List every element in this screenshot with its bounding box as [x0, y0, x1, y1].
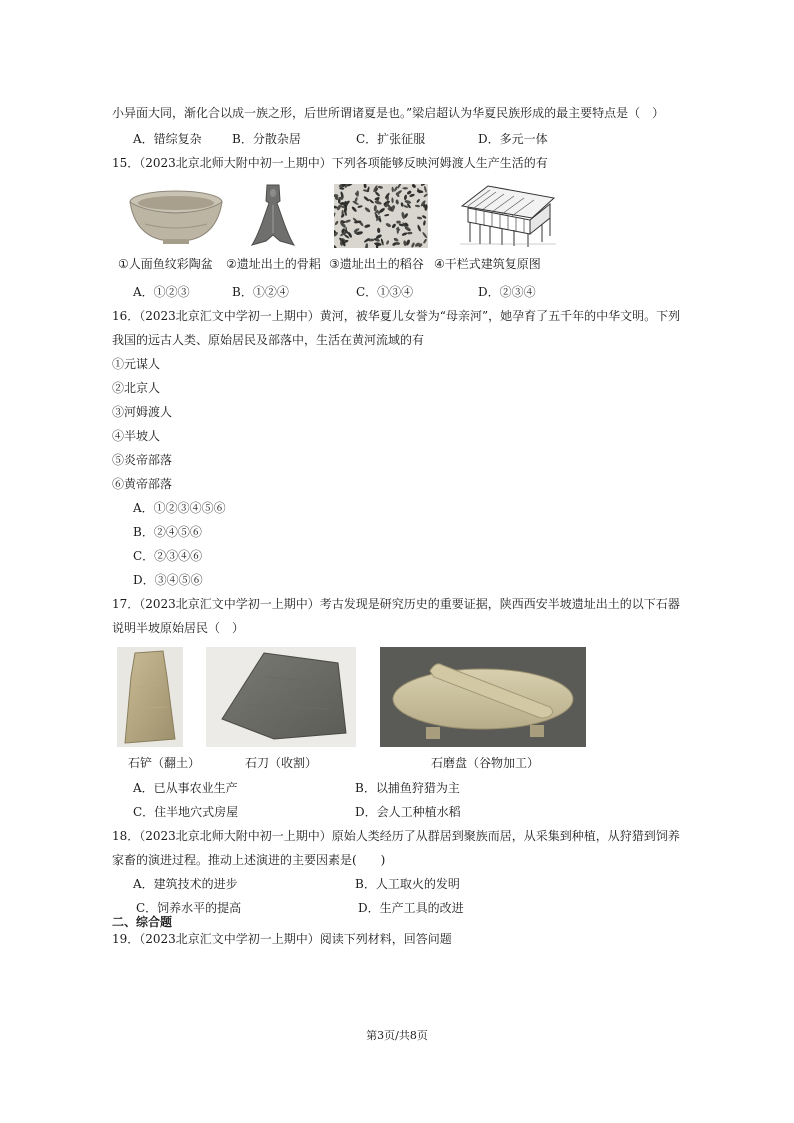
- q16-option-a[interactable]: A．①②③④⑤⑥: [133, 501, 226, 515]
- q14-stem-tail: 小异面大同，渐化合以成一族之形，后世所谓诸夏是也。”梁启超认为华夏民族形成的最主要特点是（ ）: [112, 106, 665, 120]
- rice-grain: [411, 184, 416, 189]
- rice-grain: [391, 197, 394, 203]
- rice-grain: [334, 244, 337, 248]
- q17-option-d[interactable]: D．会人工种植水稻: [355, 805, 461, 819]
- rice-grain: [404, 194, 408, 200]
- q15-caption-1: ①人面鱼纹彩陶盆: [118, 257, 213, 271]
- q17-stem-line2: 说明半坡原始居民（ ）: [112, 621, 245, 635]
- rice-grain: [423, 220, 426, 226]
- section-title: 二、综合题: [112, 915, 173, 929]
- rice-grain: [417, 224, 422, 232]
- q14-option-a[interactable]: A．错综复杂: [133, 132, 202, 146]
- q16-item-1: ①元谋人: [112, 357, 161, 371]
- q17-option-b[interactable]: B．以捕鱼狩猎为主: [355, 781, 460, 795]
- rice-grain: [401, 232, 408, 237]
- q17-option-c[interactable]: C．住半地穴式房屋: [133, 805, 239, 819]
- rice-grain: [377, 228, 381, 233]
- rice-grain: [384, 214, 389, 217]
- q15-caption-4: ④干栏式建筑复原图: [434, 257, 541, 271]
- q16-item-4: ④半坡人: [112, 429, 161, 443]
- rice-grain: [378, 186, 384, 190]
- q18-option-d[interactable]: D．生产工具的改进: [358, 901, 464, 915]
- painted-pottery-basin-image: [127, 186, 225, 248]
- rice-grain: [334, 220, 339, 225]
- q19-stem: 19．（2023北京汇文中学初一上期中）阅读下列材料，回答问题: [112, 932, 452, 946]
- rice-grain: [393, 237, 399, 242]
- rice-grain: [395, 199, 399, 204]
- q16-option-c[interactable]: C．②③④⑥: [133, 549, 203, 563]
- q18-option-a[interactable]: A．建筑技术的进步: [133, 877, 238, 891]
- rice-grain: [415, 205, 420, 208]
- rice-grain: [402, 187, 408, 189]
- q15-caption-2: ②遗址出土的骨耜: [226, 257, 321, 271]
- rice-grain: [407, 232, 412, 235]
- rice-grain: [365, 243, 369, 248]
- q15-option-b[interactable]: B．①②④: [232, 285, 289, 299]
- q18-option-c[interactable]: C．饲养水平的提高: [136, 901, 242, 915]
- q16-item-6: ⑥黄帝部落: [112, 477, 173, 491]
- rice-grain: [374, 242, 381, 244]
- rice-grain: [420, 184, 426, 187]
- q16-item-3: ③河姆渡人: [112, 405, 173, 419]
- rice-grain: [417, 216, 423, 220]
- rice-grain: [422, 215, 427, 220]
- rice-grain: [391, 187, 394, 193]
- rice-grain: [363, 196, 370, 202]
- q17-caption-knife: 石刀（收割）: [245, 756, 318, 770]
- rice-grains-image: [334, 184, 428, 248]
- rice-grain: [424, 186, 428, 193]
- rice-grain: [357, 205, 363, 209]
- rice-grain: [400, 202, 403, 207]
- rice-grain: [422, 231, 428, 238]
- rice-grain: [385, 222, 392, 228]
- q15-stem: 15．（2023北京北师大附中初一上期中）下列各项能够反映河姆渡人生产生活的有: [112, 156, 548, 170]
- q18-stem-line1: 18．（2023北京北师大附中初一上期中）原始人类经历了从群居到聚族而居，从采集到种植，从狩猎到饲养: [112, 829, 680, 843]
- stone-shovel-image: [117, 647, 183, 747]
- rice-grain: [423, 238, 428, 244]
- q17-caption-slab: 石磨盘（谷物加工）: [431, 756, 540, 770]
- page-footer: 第3页/共8页: [366, 1029, 428, 1042]
- grinding-slab-image: [380, 647, 586, 747]
- q15-option-d[interactable]: D．②③④: [478, 285, 536, 299]
- q16-stem-line2: 我国的远古人类、原始居民及部落中，生活在黄河流域的有: [112, 333, 425, 347]
- stilt-house-drawing: [458, 184, 558, 248]
- q15-caption-3: ③遗址出土的稻谷: [329, 257, 424, 271]
- rice-grain: [374, 191, 380, 197]
- rice-grain: [364, 224, 371, 229]
- q14-option-d[interactable]: D．多元一体: [478, 132, 548, 146]
- q16-option-b[interactable]: B．②④⑤⑥: [133, 525, 202, 539]
- rice-grain: [411, 242, 416, 248]
- q16-option-d[interactable]: D．③④⑤⑥: [133, 573, 203, 587]
- rice-grain: [391, 223, 396, 229]
- rice-grain: [363, 184, 366, 188]
- q17-stem-line1: 17．（2023北京汇文中学初一上期中）考古发现是研究历史的重要证据，陕西西安半坡遗址出土的以下石器: [112, 597, 680, 611]
- q18-option-b[interactable]: B．人工取火的发明: [355, 877, 460, 891]
- q17-option-a[interactable]: A．已从事农业生产: [133, 781, 238, 795]
- rice-grain: [393, 186, 398, 192]
- q16-stem-line1: 16．（2023北京汇文中学初一上期中）黄河，被华夏儿女誉为“母亲河”，她孕育了五千年的中华文明。下列: [112, 309, 681, 323]
- rice-grain: [368, 199, 374, 205]
- q15-option-a[interactable]: A．①②③: [133, 285, 190, 299]
- stone-knife-image: [206, 647, 356, 747]
- rice-grain: [423, 193, 428, 198]
- q14-option-b[interactable]: B．分散杂居: [232, 132, 301, 146]
- q16-item-2: ②北京人: [112, 381, 161, 395]
- rice-grain: [416, 198, 420, 203]
- rice-grain: [386, 240, 390, 245]
- q16-item-5: ⑤炎帝部落: [112, 453, 173, 467]
- rice-grain: [334, 212, 336, 218]
- q17-caption-shovel: 石铲（翻土）: [128, 756, 201, 770]
- rice-grain: [344, 219, 351, 224]
- rice-grain: [397, 184, 402, 189]
- rice-grain: [396, 221, 401, 224]
- bone-spade-image: [250, 183, 296, 247]
- rice-grain: [397, 226, 400, 234]
- q14-option-c[interactable]: C．扩张征服: [356, 132, 426, 146]
- rice-grain: [351, 206, 357, 213]
- rice-grain: [364, 207, 371, 213]
- rice-grain: [403, 240, 407, 246]
- q15-option-c[interactable]: C．①③④: [356, 285, 414, 299]
- q18-stem-line2: 家畜的演进过程。推动上述演进的主要因素是( ): [112, 853, 386, 867]
- rice-grain: [339, 187, 344, 190]
